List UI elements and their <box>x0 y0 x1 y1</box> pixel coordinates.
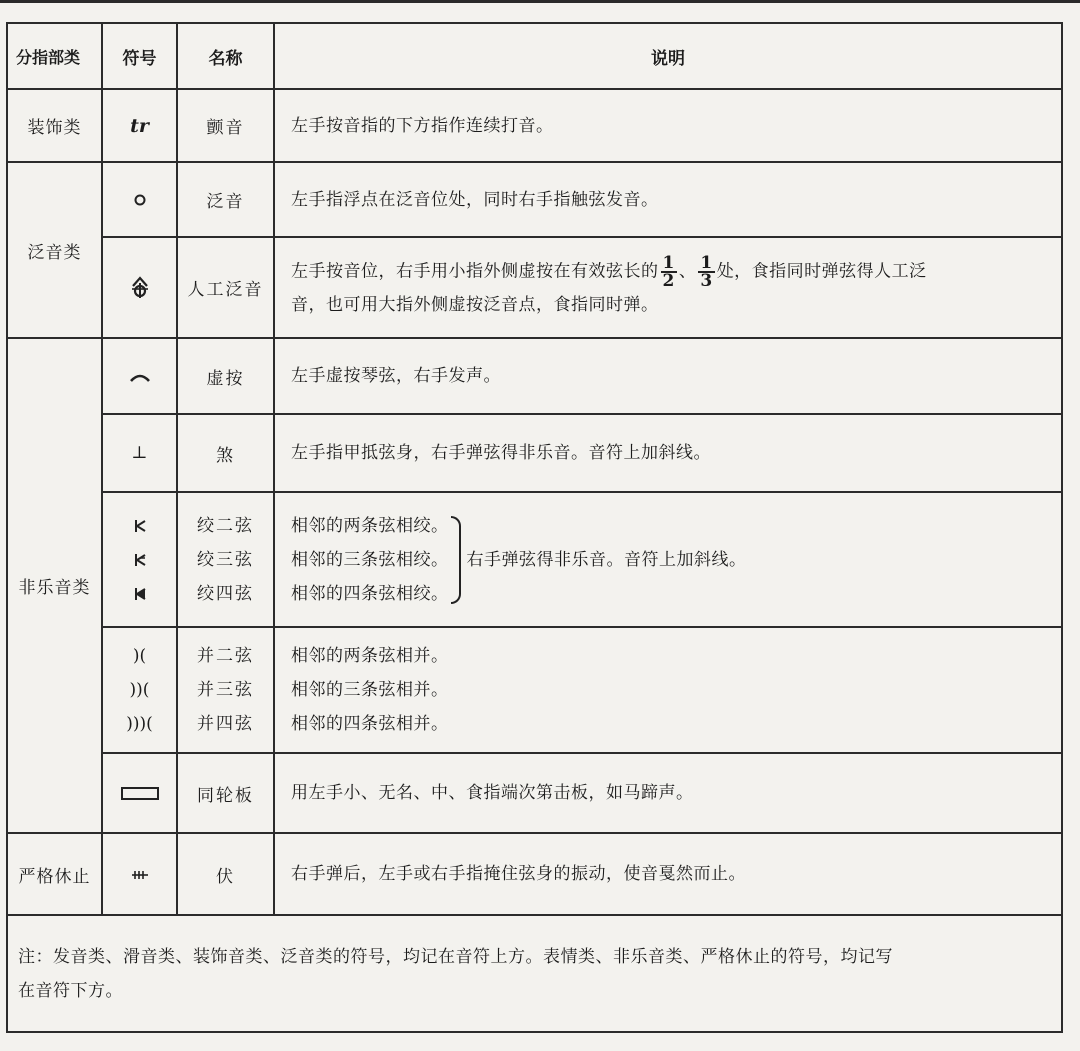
board-box-icon <box>121 787 159 800</box>
fraction-third <box>698 252 714 291</box>
category-harmonic: 泛音类 <box>7 162 102 338</box>
top-rule <box>0 0 1080 3</box>
twist-desc-3: 相邻的三条弦相绞。 <box>291 549 449 570</box>
rest-name: 伏 <box>177 833 274 915</box>
row-artificial-harmonic <box>7 237 1062 338</box>
row-harmonic <box>7 162 1062 237</box>
header-category: 分指部类 <box>7 23 102 89</box>
trill-symbol <box>102 89 177 162</box>
fraction-half <box>661 252 677 291</box>
row-trill <box>7 89 1062 162</box>
merge-desc-3: 相邻的三条弦相并。 <box>291 680 449 700</box>
twist-symbols <box>102 492 177 627</box>
twist-shared-description: 右手弹弦得非乐音。音符上加斜线。 <box>466 549 747 570</box>
harmonic-description: 左手指浮点在泛音位处，同时右手指触弦发音。 <box>274 162 1062 237</box>
merge-desc-2: 相邻的两条弦相并。 <box>291 646 449 666</box>
category-non-musical: 非乐音类 <box>7 338 102 833</box>
footnote-line1: 注：发音类、滑音类、装饰音类、泛音类的符号，均记在音符上方。表情类、非乐音类、严格休止的符号，均记写 <box>18 946 893 967</box>
merge-symbols <box>102 627 177 753</box>
harmonic-name: 泛音 <box>177 162 274 237</box>
row-sha <box>7 414 1062 492</box>
twist-two-icon <box>133 513 147 539</box>
header-name: 名称 <box>177 23 274 89</box>
row-note <box>7 915 1062 1032</box>
harmonic-symbol <box>102 162 177 237</box>
arc-icon <box>129 371 151 383</box>
board-name: 同轮板 <box>177 753 274 833</box>
rest-description: 右手弹后，左手或右手指掩住弦身的振动，使音戛然而止。 <box>274 833 1062 915</box>
sha-name: 煞 <box>177 414 274 492</box>
harmonic-circle-icon <box>133 193 147 207</box>
frac1-num: 1 <box>662 252 675 273</box>
merge-desc-4: 相邻的四条弦相并。 <box>291 714 449 734</box>
twist-names <box>177 492 274 627</box>
artificial-harmonic-icon <box>129 275 151 301</box>
ah-text-a: 左手按音位，右手用小指外侧虚按在有效弦长的 <box>291 261 659 281</box>
header-symbol: 符号 <box>102 23 177 89</box>
sha-symbol: ⊥ <box>102 414 177 492</box>
twist-name-2: 绞二弦 <box>197 515 254 536</box>
artificial-harmonic-line1 <box>291 252 1061 291</box>
sha-description: 左手指甲抵弦身，右手弹弦得非乐音。音符上加斜线。 <box>274 414 1062 492</box>
trill-name: 颤音 <box>177 89 274 162</box>
row-board <box>7 753 1062 833</box>
twist-desc-4: 相邻的四条弦相绞。 <box>291 583 449 604</box>
twist-description <box>274 492 1062 627</box>
frac1-den: 2 <box>662 270 675 291</box>
footnote-line2: 在音符下方。 <box>18 980 123 1001</box>
twist-three-icon <box>133 547 147 573</box>
artificial-harmonic-name: 人工泛音 <box>177 237 274 338</box>
trill-description: 左手按音指的下方指作连续打音。 <box>274 89 1062 162</box>
merge-two-icon: )( <box>132 646 147 666</box>
merge-four-icon: )))( <box>126 714 153 734</box>
row-light-press <box>7 338 1062 414</box>
ah-sep: 、 <box>678 261 697 281</box>
footnote <box>7 915 1062 1032</box>
header-description: 说明 <box>274 23 1062 89</box>
rest-hash-icon <box>131 870 149 880</box>
frac2-den: 3 <box>700 270 713 291</box>
row-twist <box>7 492 1062 627</box>
row-merge <box>7 627 1062 753</box>
twist-four-icon <box>133 581 147 607</box>
twist-desc-2: 相邻的两条弦相绞。 <box>291 515 449 536</box>
merge-name-3: 并三弦 <box>197 680 254 700</box>
light-press-name: 虚按 <box>177 338 274 414</box>
merge-name-2: 并二弦 <box>197 646 254 666</box>
frac2-num: 1 <box>700 252 713 273</box>
row-rest <box>7 833 1062 915</box>
rest-symbol <box>102 833 177 915</box>
board-description: 用左手小、无名、中、食指端次第击板，如马蹄声。 <box>274 753 1062 833</box>
category-ornament: 装饰类 <box>7 89 102 162</box>
light-press-description: 左手虚按琴弦，右手发声。 <box>274 338 1062 414</box>
merge-names <box>177 627 274 753</box>
brace-icon <box>451 516 461 604</box>
twist-name-4: 绞四弦 <box>197 583 254 604</box>
artificial-harmonic-description <box>274 237 1062 338</box>
artificial-harmonic-line2: 音，也可用大指外侧虚按泛音点，食指同时弹。 <box>291 294 659 315</box>
artificial-harmonic-symbol <box>102 237 177 338</box>
merge-three-icon: ))( <box>129 680 150 700</box>
notation-table <box>6 22 1063 1033</box>
merge-description <box>274 627 1062 753</box>
light-press-symbol <box>102 338 177 414</box>
trill-icon: tr <box>130 114 149 137</box>
header-row <box>7 23 1062 89</box>
ah-text-b: 处，食指同时弹弦得人工泛 <box>716 261 927 281</box>
twist-name-3: 绞三弦 <box>197 549 254 570</box>
category-strict-rest: 严格休止 <box>7 833 102 915</box>
board-symbol <box>102 753 177 833</box>
merge-name-4: 并四弦 <box>197 714 254 734</box>
